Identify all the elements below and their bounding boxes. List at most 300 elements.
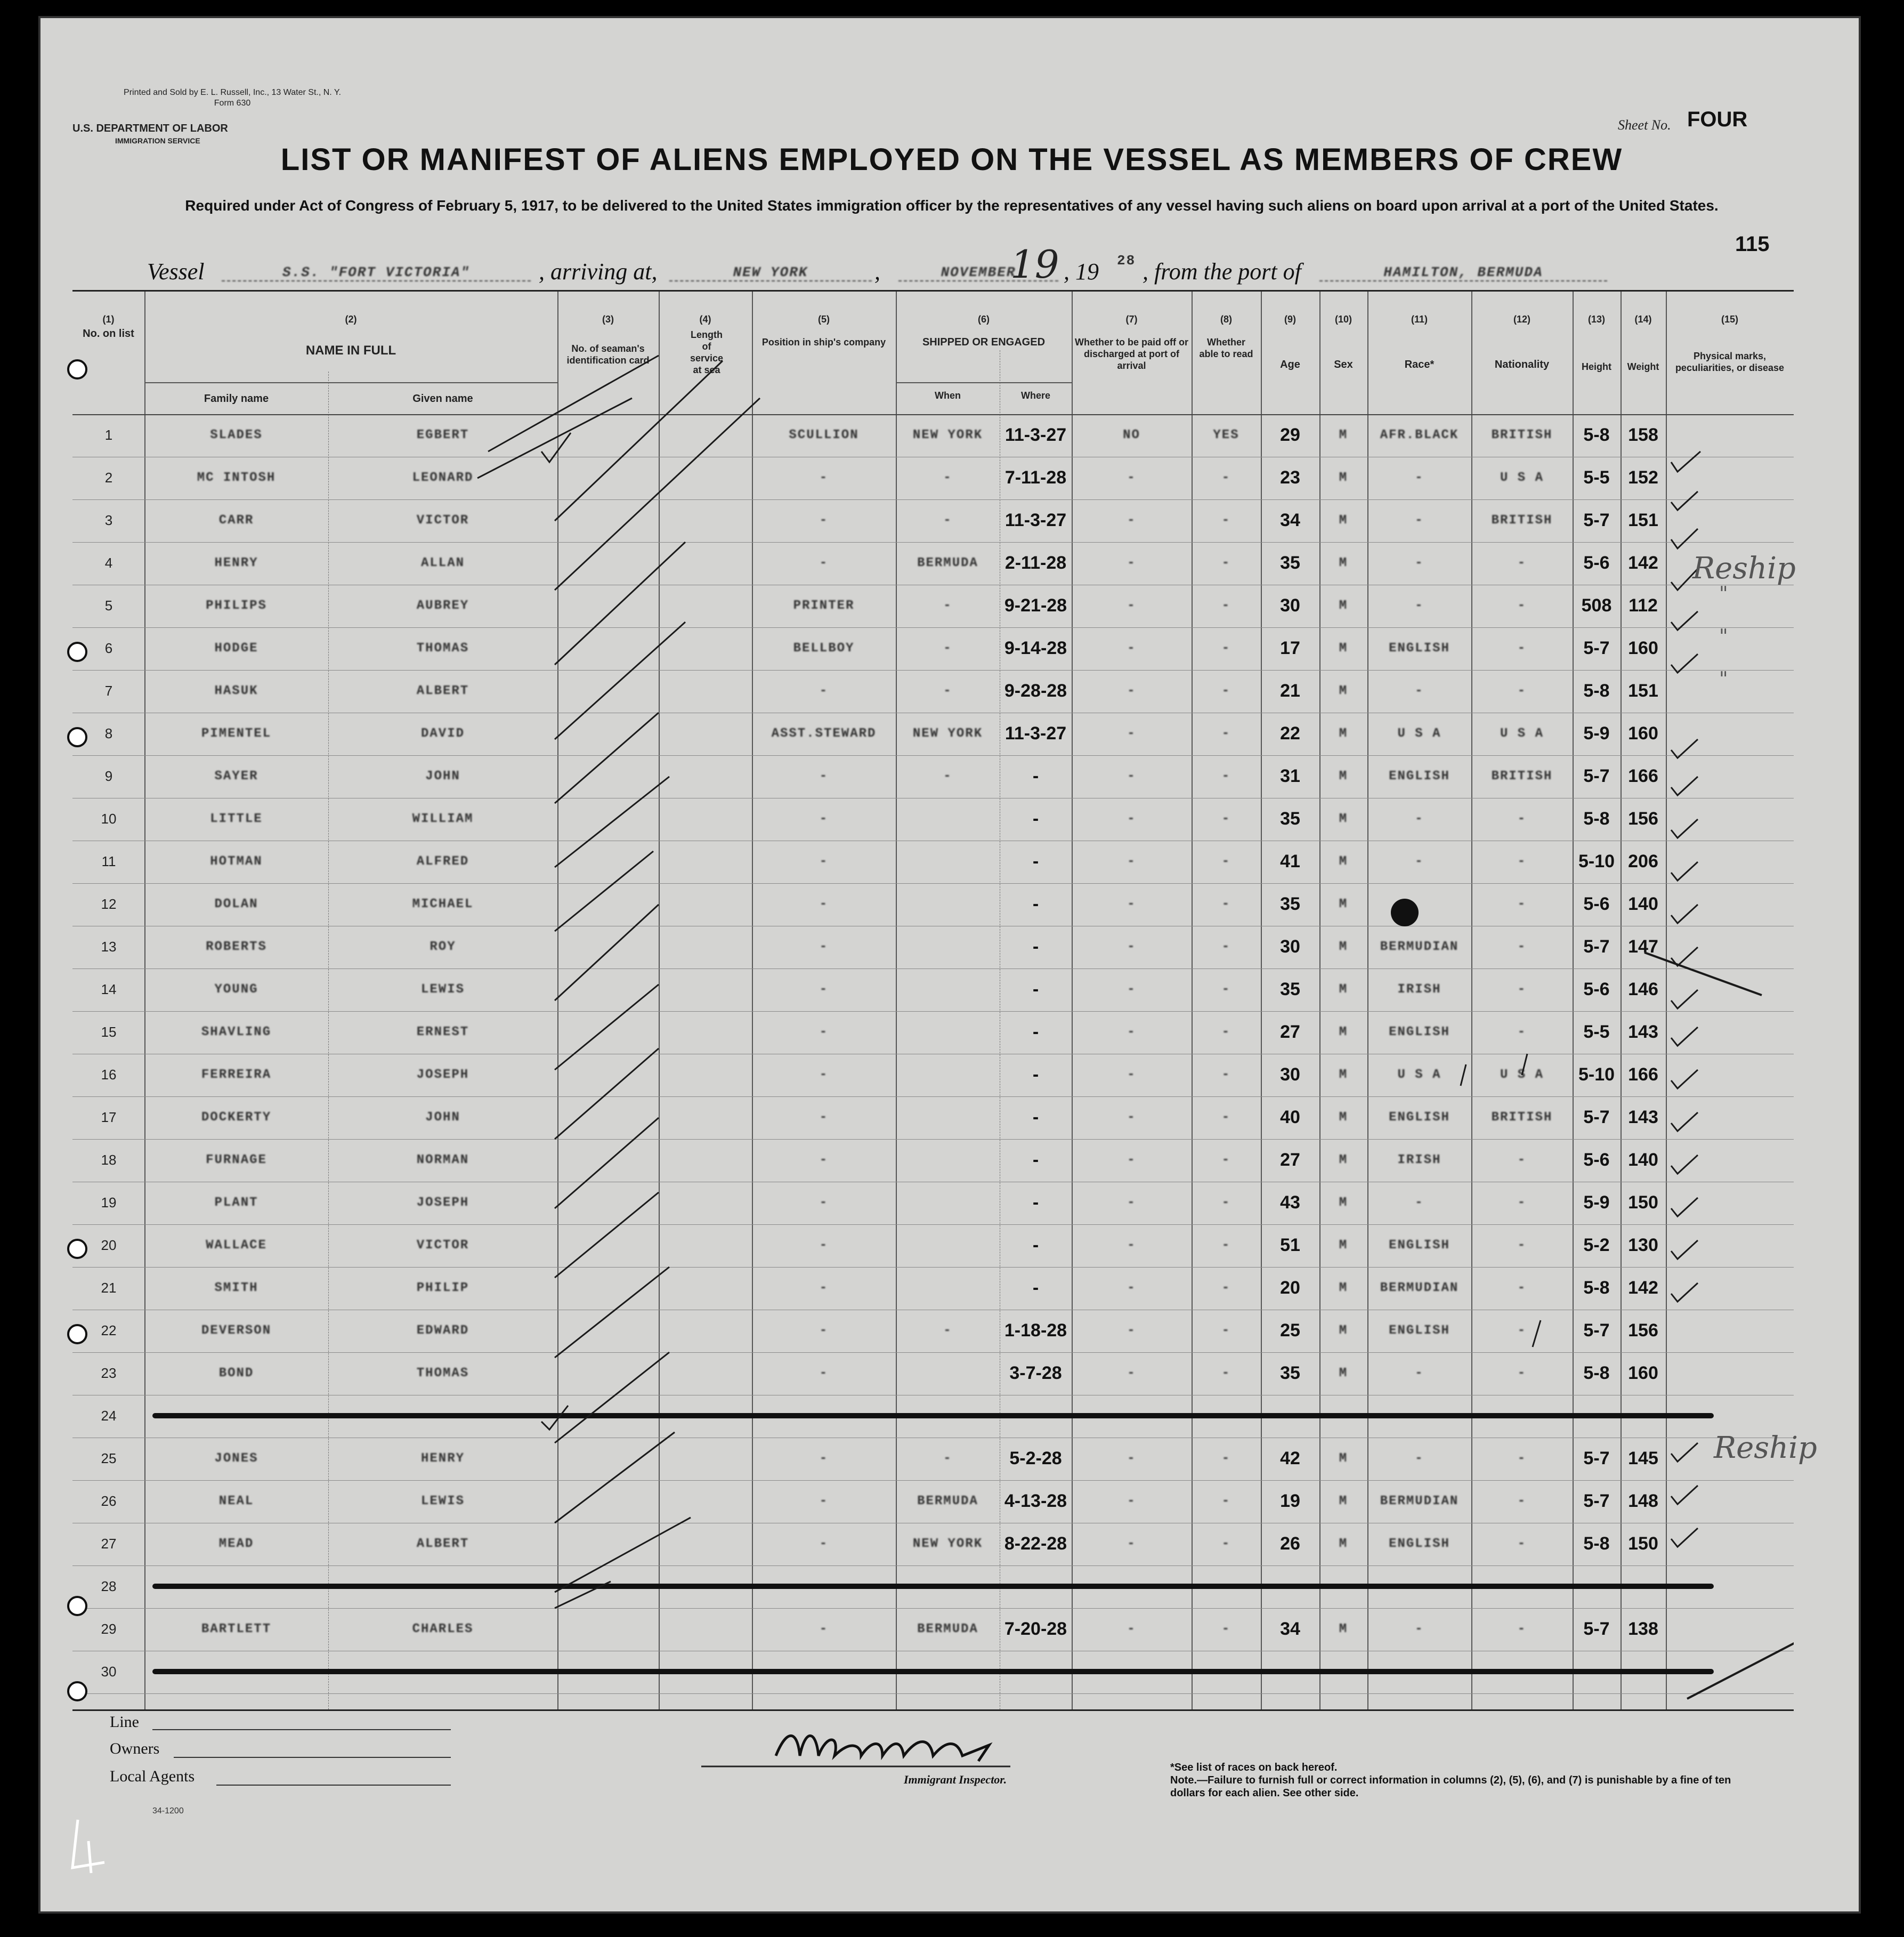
col-header-service-length: Length of service at sea — [690, 329, 724, 375]
row-number: 29 — [101, 1621, 117, 1637]
cell-age: 40 — [1280, 1107, 1300, 1127]
check-mark — [1671, 1155, 1698, 1174]
cell-when: NEW YORK — [912, 727, 983, 741]
cell-given: ALFRED — [416, 854, 469, 869]
form-code: 34-1200 — [152, 1806, 184, 1815]
cell-sex: M — [1339, 684, 1348, 698]
cell-read: - — [1221, 599, 1231, 613]
row-number: 21 — [101, 1280, 117, 1296]
cell-race: - — [1415, 513, 1424, 528]
cell-nat: - — [1517, 1238, 1527, 1253]
cell-race: - — [1415, 684, 1424, 698]
cell-paid: - — [1127, 940, 1136, 954]
cell-nat: - — [1517, 641, 1527, 656]
row-number: 7 — [104, 683, 113, 699]
col-number: (5) — [818, 314, 830, 325]
check-mark — [1671, 777, 1698, 795]
cell-position: - — [819, 556, 829, 570]
cell-height: 5-7 — [1583, 1448, 1610, 1468]
cell-age: 19 — [1280, 1491, 1300, 1511]
row-number: 2 — [104, 470, 113, 486]
diagonal-slash — [555, 361, 723, 521]
cell-when: BERMUDA — [917, 1494, 978, 1508]
cell-height: 508 — [1581, 595, 1612, 616]
cell-paid: - — [1127, 982, 1136, 997]
col-number: (8) — [1220, 314, 1232, 325]
check-mark — [1671, 611, 1698, 630]
binder-hole — [67, 359, 87, 380]
col-header-where: Where — [1020, 390, 1050, 401]
cell-height: 5-9 — [1583, 1192, 1610, 1213]
check-mark — [1671, 1283, 1698, 1302]
cell-height: 5-8 — [1583, 681, 1610, 701]
inspector-label: Immigrant Inspector. — [904, 1773, 1007, 1786]
check-mark — [541, 1406, 568, 1430]
cell-paid: - — [1127, 1025, 1136, 1039]
col-header-read: Whether able to read — [1199, 337, 1253, 359]
cell-where: - — [1032, 894, 1039, 914]
cell-where: - — [1032, 1192, 1039, 1213]
cell-age: 22 — [1280, 723, 1300, 744]
col-number: (12) — [1513, 314, 1530, 325]
cell-nat: U S A — [1500, 1068, 1544, 1082]
cell-family: MEAD — [218, 1537, 254, 1551]
cell-sex: M — [1339, 1068, 1348, 1082]
col-number: (11) — [1411, 314, 1428, 325]
diagonal-slash — [555, 398, 760, 590]
cell-family: LITTLE — [210, 812, 263, 826]
cell-paid: - — [1127, 599, 1136, 613]
cell-age: 26 — [1280, 1534, 1300, 1554]
cell-given: LEONARD — [412, 471, 474, 485]
col-number: (2) — [345, 314, 357, 325]
cell-height: 5-6 — [1583, 979, 1610, 999]
cell-paid: - — [1127, 769, 1136, 784]
diagonal-slash — [555, 1432, 675, 1523]
cell-nat: - — [1517, 812, 1527, 826]
row-number: 22 — [101, 1322, 117, 1338]
day-value: 19 — [1010, 242, 1059, 287]
cell-position: - — [819, 1281, 829, 1295]
cell-race: U S A — [1397, 727, 1441, 741]
cell-family: SLADES — [210, 428, 263, 442]
cell-height: 5-7 — [1583, 937, 1610, 957]
cell-where: - — [1032, 851, 1039, 871]
cell-given: HENRY — [420, 1451, 465, 1466]
cell-sex: M — [1339, 1622, 1348, 1636]
cell-sex: M — [1339, 513, 1348, 528]
cell-given: WILLIAM — [412, 812, 474, 826]
cell-age: 31 — [1280, 766, 1300, 786]
col-header-shipped: SHIPPED OR ENGAGED — [922, 336, 1046, 348]
arriving-value: NEW YORK — [669, 264, 872, 281]
cell-where: 11-3-27 — [1004, 723, 1067, 744]
cell-height: 5-2 — [1583, 1235, 1610, 1255]
cell-height: 5-7 — [1583, 766, 1610, 786]
cell-position: PRINTER — [793, 599, 855, 613]
row-number: 4 — [104, 555, 113, 571]
cell-given: EGBERT — [416, 428, 469, 442]
cell-race: - — [1415, 471, 1424, 485]
cell-given: MICHAEL — [412, 897, 474, 911]
cell-weight: 160 — [1628, 1363, 1658, 1383]
cell-read: - — [1221, 1153, 1231, 1167]
check-mark — [1644, 953, 1762, 995]
cell-nat: - — [1517, 1366, 1527, 1381]
cell-read: - — [1221, 1323, 1231, 1338]
col-number: (1) — [102, 314, 115, 325]
cell-weight: 166 — [1628, 766, 1658, 786]
cell-race: - — [1415, 556, 1424, 570]
cell-height: 5-8 — [1583, 1534, 1610, 1554]
cell-family: HOTMAN — [210, 854, 263, 869]
cell-read: - — [1221, 1494, 1231, 1508]
cell-age: 34 — [1280, 510, 1300, 530]
printer-line-2: Form 630 — [214, 99, 251, 108]
cell-nat: - — [1517, 1153, 1527, 1167]
col-header-family: Family name — [204, 393, 269, 405]
document-subtitle: Required under Act of Congress of February 5, 1917, to be delivered to the United States immigration officer by the representatives of any vessel having such aliens on board upon arrival at a port of the United States. — [185, 197, 1719, 214]
cell-race: ENGLISH — [1389, 641, 1450, 656]
cell-paid: - — [1127, 812, 1136, 826]
binder-hole — [67, 1596, 87, 1616]
cell-paid: - — [1127, 1110, 1136, 1125]
cell-weight: 143 — [1628, 1107, 1658, 1127]
ink-blot — [1391, 899, 1419, 926]
cell-position: - — [819, 1153, 829, 1167]
cell-where: - — [1032, 1278, 1039, 1298]
cell-where: 5-2-28 — [1009, 1448, 1062, 1468]
cell-where: - — [1032, 809, 1039, 829]
footer-line-rule — [152, 1729, 451, 1730]
col-header-given: Given name — [412, 393, 473, 405]
cell-age: 35 — [1280, 979, 1300, 999]
cell-weight: 147 — [1628, 937, 1658, 957]
cell-read: - — [1221, 1281, 1231, 1295]
cell-nat: - — [1517, 1025, 1527, 1039]
footer-note: *See list of races on back hereof. Note.—Failure to furnish full or correct information in columns (2), (5), (6), and (7) is punishable by a fine of ten dollars for each alien. See other side. — [1170, 1762, 1731, 1799]
cell-family: ROBERTS — [206, 940, 267, 954]
cell-position: - — [819, 513, 829, 528]
cell-weight: 160 — [1628, 638, 1658, 658]
cell-family: PIMENTEL — [201, 727, 272, 741]
cell-read: - — [1221, 1025, 1231, 1039]
cell-weight: 140 — [1628, 1150, 1658, 1170]
cell-when: NEW YORK — [912, 1537, 983, 1551]
page-number: 115 — [1735, 232, 1770, 256]
cell-height: 5-7 — [1583, 510, 1610, 530]
cell-paid: - — [1127, 1238, 1136, 1253]
cell-family: PHILIPS — [206, 599, 267, 613]
cell-given: EDWARD — [416, 1323, 469, 1338]
cell-where: 8-22-28 — [1004, 1534, 1067, 1554]
cell-family: FERREIRA — [201, 1068, 272, 1082]
check-mark — [1671, 654, 1698, 673]
col-number: (13) — [1587, 314, 1605, 325]
cell-age: 17 — [1280, 638, 1300, 658]
cell-weight: 156 — [1628, 1320, 1658, 1341]
check-mark — [1671, 819, 1698, 838]
cell-weight: 158 — [1628, 425, 1658, 445]
cell-family: PLANT — [214, 1196, 258, 1210]
corner-handwriting — [56, 1809, 120, 1884]
diagonal-slash — [555, 1518, 691, 1592]
col-number: (6) — [978, 314, 990, 325]
cell-position: - — [819, 1323, 829, 1338]
cell-when: BERMUDA — [917, 556, 978, 570]
handwritten-marks — [72, 292, 1794, 1709]
cell-sex: M — [1339, 1110, 1348, 1125]
cell-sex: M — [1339, 1537, 1348, 1551]
cell-position: - — [819, 1366, 829, 1381]
check-mark — [1671, 451, 1700, 472]
row-number: 26 — [101, 1493, 117, 1509]
cell-where: - — [1032, 1235, 1039, 1255]
cell-race: ENGLISH — [1389, 1323, 1450, 1338]
cell-nat: - — [1517, 1494, 1527, 1508]
cell-nat: BRITISH — [1491, 1110, 1553, 1125]
check-mark — [1671, 1443, 1698, 1462]
cell-family: DOCKERTY — [201, 1110, 272, 1125]
cell-read: - — [1221, 641, 1231, 656]
check-mark — [1671, 905, 1698, 923]
cell-height: 5-5 — [1583, 1022, 1610, 1042]
cell-paid: - — [1127, 1153, 1136, 1167]
col-header-height: Height — [1582, 361, 1611, 372]
cell-height: 5-8 — [1583, 809, 1610, 829]
cell-family: DEVERSON — [201, 1323, 272, 1338]
col-number: (7) — [1125, 314, 1138, 325]
check-mark — [1522, 1054, 1527, 1075]
cell-race: BERMUDIAN — [1380, 1494, 1459, 1508]
cell-paid: - — [1127, 1323, 1136, 1338]
cell-read: - — [1221, 1537, 1231, 1551]
row-number: 6 — [104, 640, 113, 656]
cell-age: 30 — [1280, 937, 1300, 957]
cell-position: BELLBOY — [793, 641, 855, 656]
col-header-sex: Sex — [1334, 359, 1353, 370]
cell-sex: M — [1339, 1238, 1348, 1253]
col-number: (15) — [1721, 314, 1738, 325]
diagonal-slash — [477, 398, 632, 478]
cell-position: - — [819, 1451, 829, 1466]
cell-weight: 145 — [1628, 1448, 1658, 1468]
vessel-value: S.S. "FORT VICTORIA" — [222, 264, 531, 281]
col-number: (4) — [699, 314, 711, 325]
printer-line-1: Printed and Sold by E. L. Russell, Inc., 13 Water St., N. Y. — [124, 88, 341, 97]
row-number: 14 — [101, 981, 117, 997]
diagonal-slash — [555, 1192, 659, 1278]
cell-given: THOMAS — [416, 1366, 469, 1381]
cell-race: ENGLISH — [1389, 1025, 1450, 1039]
cell-position: SCULLION — [789, 428, 859, 442]
cell-nat: BRITISH — [1491, 513, 1553, 528]
cell-where: 7-11-28 — [1004, 467, 1067, 488]
printer-imprint — [72, 87, 392, 109]
cell-read: YES — [1213, 428, 1239, 442]
cell-where: 9-21-28 — [1004, 595, 1067, 616]
cell-family: YOUNG — [214, 982, 258, 997]
cell-paid: - — [1127, 1451, 1136, 1466]
cell-read: - — [1221, 982, 1231, 997]
cell-sex: M — [1339, 641, 1348, 656]
cell-age: 21 — [1280, 681, 1300, 701]
cell-where: - — [1032, 1107, 1039, 1127]
cell-weight: 150 — [1628, 1534, 1658, 1554]
col-header-position: Position in ship's company — [761, 337, 886, 348]
col-header-age: Age — [1280, 359, 1300, 370]
cell-age: 43 — [1280, 1192, 1300, 1213]
cell-read: - — [1221, 897, 1231, 911]
cell-weight: 151 — [1628, 510, 1658, 530]
cell-family: FURNAGE — [206, 1153, 267, 1167]
row-number: 11 — [101, 853, 116, 869]
diagonal-slash — [555, 777, 669, 867]
row-number: 1 — [104, 427, 113, 443]
cell-read: - — [1221, 854, 1231, 869]
cell-nat: - — [1517, 854, 1527, 869]
cell-age: 42 — [1280, 1448, 1300, 1468]
diagonal-slash — [555, 1048, 659, 1139]
cell-paid: - — [1127, 1537, 1136, 1551]
row-number: 30 — [101, 1664, 117, 1680]
row-number: 18 — [101, 1152, 117, 1168]
cell-given: CHARLES — [412, 1622, 474, 1636]
cell-position: - — [819, 897, 829, 911]
diagonal-slash — [488, 356, 659, 451]
cell-given: JOSEPH — [416, 1068, 469, 1082]
comma-separator: , — [874, 259, 880, 285]
cell-position: - — [819, 1494, 829, 1508]
row-number: 25 — [101, 1450, 117, 1466]
footer-agents-rule — [216, 1785, 451, 1786]
cell-family: NEAL — [218, 1494, 254, 1508]
cell-sex: M — [1339, 599, 1348, 613]
cell-nat: - — [1517, 897, 1527, 911]
cell-weight: 206 — [1628, 851, 1658, 871]
from-label: , from the port of — [1143, 259, 1301, 285]
row-number: 17 — [101, 1109, 117, 1125]
cell-when: - — [943, 1451, 952, 1466]
cell-race: - — [1415, 1622, 1424, 1636]
row-number: 24 — [101, 1408, 117, 1424]
cell-where: - — [1032, 937, 1039, 957]
cell-given: JOHN — [425, 769, 460, 784]
cell-sex: M — [1339, 428, 1348, 442]
cell-nat: - — [1517, 556, 1527, 570]
check-mark — [1671, 1486, 1698, 1504]
cell-position: - — [819, 1238, 829, 1253]
footer-line-label: Line — [110, 1713, 139, 1731]
month-value: NOVEMBER — [898, 264, 1058, 281]
cell-age: 30 — [1280, 595, 1300, 616]
cell-given: DAVID — [420, 727, 465, 741]
cell-weight: 156 — [1628, 809, 1658, 829]
cell-age: 35 — [1280, 894, 1300, 914]
cell-race: - — [1415, 854, 1424, 869]
cell-given: ALBERT — [416, 1537, 469, 1551]
cell-family: SHAVLING — [201, 1025, 272, 1039]
cell-age: 35 — [1280, 1363, 1300, 1383]
cell-read: - — [1221, 1238, 1231, 1253]
cell-height: 5-8 — [1583, 425, 1610, 445]
diagonal-slash — [555, 1118, 659, 1208]
cell-read: - — [1221, 812, 1231, 826]
col-header-nationality: Nationality — [1494, 359, 1550, 370]
check-mark — [1671, 1528, 1698, 1547]
row-number: 20 — [101, 1237, 117, 1253]
col-header-weight: Weight — [1627, 361, 1659, 372]
col-number: (3) — [602, 314, 614, 325]
col-header-id-card: No. of seaman's identification card — [566, 343, 650, 366]
cell-weight: 138 — [1628, 1619, 1658, 1639]
check-mark — [1671, 1027, 1698, 1046]
corner-mark — [72, 1820, 104, 1873]
col-header-paid-off: Whether to be paid off or discharged at port of arrival — [1075, 337, 1188, 371]
cell-age: 23 — [1280, 467, 1300, 488]
cell-weight: 112 — [1628, 595, 1658, 616]
cell-family: HENRY — [214, 556, 258, 570]
check-mark — [1687, 1624, 1794, 1699]
row-number: 16 — [101, 1067, 117, 1083]
cell-race: AFR.BLACK — [1380, 428, 1459, 442]
cell-age: 34 — [1280, 1619, 1300, 1639]
cell-read: - — [1221, 556, 1231, 570]
from-port-value: HAMILTON, BERMUDA — [1319, 264, 1607, 281]
cell-where: - — [1032, 1150, 1039, 1170]
cell-sex: M — [1339, 1153, 1348, 1167]
cell-age: 35 — [1280, 553, 1300, 573]
cell-nat: BRITISH — [1491, 428, 1553, 442]
footer-owners-rule — [174, 1757, 451, 1758]
diagonal-slash — [555, 1267, 669, 1358]
cell-position: - — [819, 471, 829, 485]
cell-sex: M — [1339, 1366, 1348, 1381]
diagonal-slash — [555, 1352, 669, 1443]
cell-weight: 160 — [1628, 723, 1658, 744]
cell-paid: - — [1127, 641, 1136, 656]
cell-given: ALLAN — [420, 556, 465, 570]
cell-given: ROY — [430, 940, 456, 954]
cell-height: 5-6 — [1583, 553, 1610, 573]
row-number: 10 — [101, 811, 117, 827]
cell-race: - — [1415, 1451, 1424, 1466]
cell-sex: M — [1339, 1025, 1348, 1039]
cell-family: BOND — [218, 1366, 254, 1381]
check-mark — [1671, 1240, 1698, 1259]
cell-height: 5-6 — [1583, 1150, 1610, 1170]
row-number: 28 — [101, 1578, 117, 1594]
cell-family: HASUK — [214, 684, 258, 698]
cell-position: - — [819, 982, 829, 997]
row-number: 12 — [101, 896, 117, 912]
cell-age: 51 — [1280, 1235, 1300, 1255]
binder-hole — [67, 1324, 87, 1344]
cell-race: ENGLISH — [1389, 1537, 1450, 1551]
cell-age: 20 — [1280, 1278, 1300, 1298]
cell-where: - — [1032, 766, 1039, 786]
cell-race: - — [1415, 812, 1424, 826]
cell-age: 25 — [1280, 1320, 1300, 1341]
cell-when: NEW YORK — [912, 428, 983, 442]
cell-read: - — [1221, 1196, 1231, 1210]
cell-weight: 130 — [1628, 1235, 1658, 1255]
cell-given: JOHN — [425, 1110, 460, 1125]
check-mark — [1671, 947, 1698, 966]
cell-weight: 152 — [1628, 467, 1658, 488]
row-number: 19 — [101, 1195, 117, 1210]
cell-where: - — [1032, 1022, 1039, 1042]
